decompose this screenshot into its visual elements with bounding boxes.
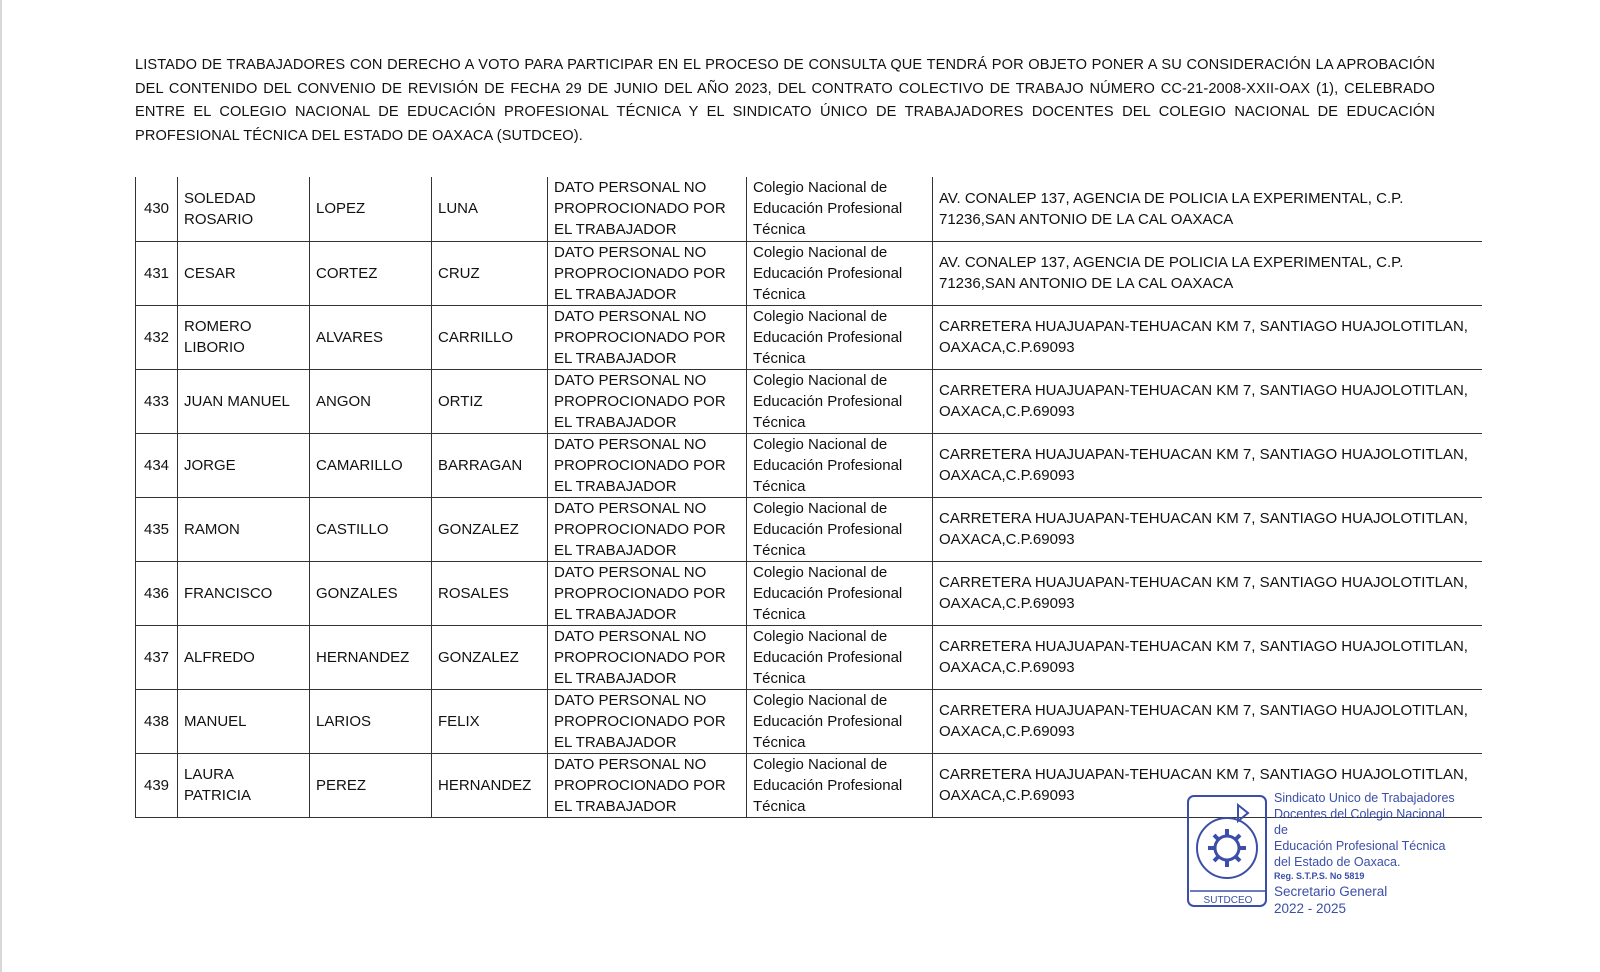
- row-number: 430: [136, 177, 178, 241]
- first-name-cell: RAMON: [178, 497, 310, 561]
- paternal-surname-cell: CASTILLO: [310, 497, 432, 561]
- maternal-surname-cell: GONZALEZ: [432, 625, 548, 689]
- table-row: [136, 689, 1482, 753]
- table-row: [136, 561, 1482, 625]
- stamp-line-4: del Estado de Oaxaca.: [1274, 855, 1401, 869]
- paternal-surname-cell: CAMARILLO: [310, 433, 432, 497]
- address-cell: CARRETERA HUAJUAPAN-TEHUACAN KM 7, SANTIAGO HUAJOLOTITLAN, OAXACA,C.P.69093: [933, 689, 1482, 753]
- first-name-cell: CESAR: [178, 241, 310, 305]
- union-stamp: [1186, 790, 1456, 915]
- employer-cell: Colegio Nacional de Educación Profesional Técnica: [747, 241, 933, 305]
- first-name-cell: ROMERO LIBORIO: [178, 305, 310, 369]
- workers-table-body: [136, 177, 1482, 817]
- row-number: 436: [136, 561, 178, 625]
- personal-data-cell: DATO PERSONAL NO PROPROCIONADO POR EL TRABAJADOR: [548, 561, 747, 625]
- maternal-surname-cell: GONZALEZ: [432, 497, 548, 561]
- row-number: 432: [136, 305, 178, 369]
- maternal-surname-cell: ROSALES: [432, 561, 548, 625]
- paternal-surname-cell: CORTEZ: [310, 241, 432, 305]
- stamp-line-1: Sindicato Unico de Trabajadores: [1274, 791, 1455, 805]
- address-cell: AV. CONALEP 137, AGENCIA DE POLICIA LA EXPERIMENTAL, C.P. 71236,SAN ANTONIO DE LA CAL OAXACA: [933, 241, 1482, 305]
- personal-data-cell: DATO PERSONAL NO PROPROCIONADO POR EL TRABAJADOR: [548, 433, 747, 497]
- row-number: 434: [136, 433, 178, 497]
- stamp-text-block: [1274, 790, 1459, 917]
- personal-data-cell: DATO PERSONAL NO PROPROCIONADO POR EL TRABAJADOR: [548, 625, 747, 689]
- stamp-role: Secretario General: [1274, 884, 1388, 899]
- first-name-cell: FRANCISCO: [178, 561, 310, 625]
- personal-data-cell: DATO PERSONAL NO PROPROCIONADO POR EL TRABAJADOR: [548, 689, 747, 753]
- table-row: [136, 241, 1482, 305]
- table-row: [136, 305, 1482, 369]
- seal-label: SUTDCEO: [1203, 895, 1253, 906]
- address-cell: CARRETERA HUAJUAPAN-TEHUACAN KM 7, SANTIAGO HUAJOLOTITLAN, OAXACA,C.P.69093: [933, 753, 1482, 817]
- stamp-period: 2022 - 2025: [1274, 901, 1347, 916]
- employer-cell: Colegio Nacional de Educación Profesional Técnica: [747, 561, 933, 625]
- document-header: LISTADO DE TRABAJADORES CON DERECHO A VOTO PARA PARTICIPAR EN EL PROCESO DE CONSULTA QUE TENDRÁ POR OBJETO PONER A SU CONSIDERACIÓN LA APROBACIÓN DEL CONTENIDO DEL CONVENIO DE REVISIÓN DE FECHA 29 DE JUNIO DEL AÑO 2023, DEL CONTRATO COLECTIVO DE TRABAJO NÚMERO CC-21-2008-XXII-OAX (1), CELEBRADO ENTRE EL COLEGIO NACIONAL DE EDUCACIÓN PROFESIONAL TÉCNICA Y EL SINDICATO ÚNICO DE TRABAJADORES DOCENTES DEL COLEGIO NACIONAL DE EDUCACIÓN PROFESIONAL TÉCNICA DEL ESTADO DE OAXACA (SUTDCEO).: [135, 57, 1435, 144]
- first-name-cell: LAURA PATRICIA: [178, 753, 310, 817]
- table-row: [136, 369, 1482, 433]
- employer-cell: Colegio Nacional de Educación Profesional Técnica: [747, 177, 933, 241]
- personal-data-cell: DATO PERSONAL NO PROPROCIONADO POR EL TRABAJADOR: [548, 497, 747, 561]
- personal-data-cell: DATO PERSONAL NO PROPROCIONADO POR EL TRABAJADOR: [548, 241, 747, 305]
- stamp-registration: Reg. S.T.P.S. No 5819: [1274, 871, 1365, 881]
- paternal-surname-cell: ALVARES: [310, 305, 432, 369]
- address-cell: CARRETERA HUAJUAPAN-TEHUACAN KM 7, SANTIAGO HUAJOLOTITLAN, OAXACA,C.P.69093: [933, 497, 1482, 561]
- paternal-surname-cell: HERNANDEZ: [310, 625, 432, 689]
- employer-cell: Colegio Nacional de Educación Profesional Técnica: [747, 433, 933, 497]
- address-cell: CARRETERA HUAJUAPAN-TEHUACAN KM 7, SANTIAGO HUAJOLOTITLAN, OAXACA,C.P.69093: [933, 561, 1482, 625]
- address-cell: CARRETERA HUAJUAPAN-TEHUACAN KM 7, SANTIAGO HUAJOLOTITLAN, OAXACA,C.P.69093: [933, 625, 1482, 689]
- address-cell: CARRETERA HUAJUAPAN-TEHUACAN KM 7, SANTIAGO HUAJOLOTITLAN, OAXACA,C.P.69093: [933, 369, 1482, 433]
- row-number: 435: [136, 497, 178, 561]
- maternal-surname-cell: BARRAGAN: [432, 433, 548, 497]
- row-number: 431: [136, 241, 178, 305]
- address-cell: CARRETERA HUAJUAPAN-TEHUACAN KM 7, SANTIAGO HUAJOLOTITLAN, OAXACA,C.P.69093: [933, 433, 1482, 497]
- row-number: 439: [136, 753, 178, 817]
- maternal-surname-cell: CARRILLO: [432, 305, 548, 369]
- address-cell: AV. CONALEP 137, AGENCIA DE POLICIA LA EXPERIMENTAL, C.P. 71236,SAN ANTONIO DE LA CAL OAXACA: [933, 177, 1482, 241]
- union-seal-logo: [1186, 793, 1270, 909]
- personal-data-cell: DATO PERSONAL NO PROPROCIONADO POR EL TRABAJADOR: [548, 753, 747, 817]
- personal-data-cell: DATO PERSONAL NO PROPROCIONADO POR EL TRABAJADOR: [548, 369, 747, 433]
- table-row: [136, 497, 1482, 561]
- first-name-cell: MANUEL: [178, 689, 310, 753]
- stamp-line-2: Docentes del Colegio Nacional de: [1274, 807, 1445, 837]
- first-name-cell: JUAN MANUEL: [178, 369, 310, 433]
- personal-data-cell: DATO PERSONAL NO PROPROCIONADO POR EL TRABAJADOR: [548, 305, 747, 369]
- page-edge-line: [0, 0, 2, 972]
- maternal-surname-cell: CRUZ: [432, 241, 548, 305]
- employer-cell: Colegio Nacional de Educación Profesional Técnica: [747, 497, 933, 561]
- maternal-surname-cell: LUNA: [432, 177, 548, 241]
- maternal-surname-cell: ORTIZ: [432, 369, 548, 433]
- row-number: 433: [136, 369, 178, 433]
- row-number: 437: [136, 625, 178, 689]
- personal-data-cell: DATO PERSONAL NO PROPROCIONADO POR EL TRABAJADOR: [548, 177, 747, 241]
- first-name-cell: ALFREDO: [178, 625, 310, 689]
- workers-table: [135, 177, 1482, 818]
- table-row: [136, 625, 1482, 689]
- employer-cell: Colegio Nacional de Educación Profesional Técnica: [747, 625, 933, 689]
- employer-cell: Colegio Nacional de Educación Profesional Técnica: [747, 369, 933, 433]
- row-number: 438: [136, 689, 178, 753]
- table-row: [136, 177, 1482, 241]
- paternal-surname-cell: LOPEZ: [310, 177, 432, 241]
- maternal-surname-cell: HERNANDEZ: [432, 753, 548, 817]
- employer-cell: Colegio Nacional de Educación Profesional Técnica: [747, 305, 933, 369]
- paternal-surname-cell: GONZALES: [310, 561, 432, 625]
- paternal-surname-cell: PEREZ: [310, 753, 432, 817]
- first-name-cell: SOLEDAD ROSARIO: [178, 177, 310, 241]
- first-name-cell: JORGE: [178, 433, 310, 497]
- paternal-surname-cell: LARIOS: [310, 689, 432, 753]
- employer-cell: Colegio Nacional de Educación Profesional Técnica: [747, 753, 933, 817]
- table-row: [136, 433, 1482, 497]
- employer-cell: Colegio Nacional de Educación Profesional Técnica: [747, 689, 933, 753]
- paternal-surname-cell: ANGON: [310, 369, 432, 433]
- address-cell: CARRETERA HUAJUAPAN-TEHUACAN KM 7, SANTIAGO HUAJOLOTITLAN, OAXACA,C.P.69093: [933, 305, 1482, 369]
- stamp-line-3: Educación Profesional Técnica: [1274, 839, 1446, 853]
- maternal-surname-cell: FELIX: [432, 689, 548, 753]
